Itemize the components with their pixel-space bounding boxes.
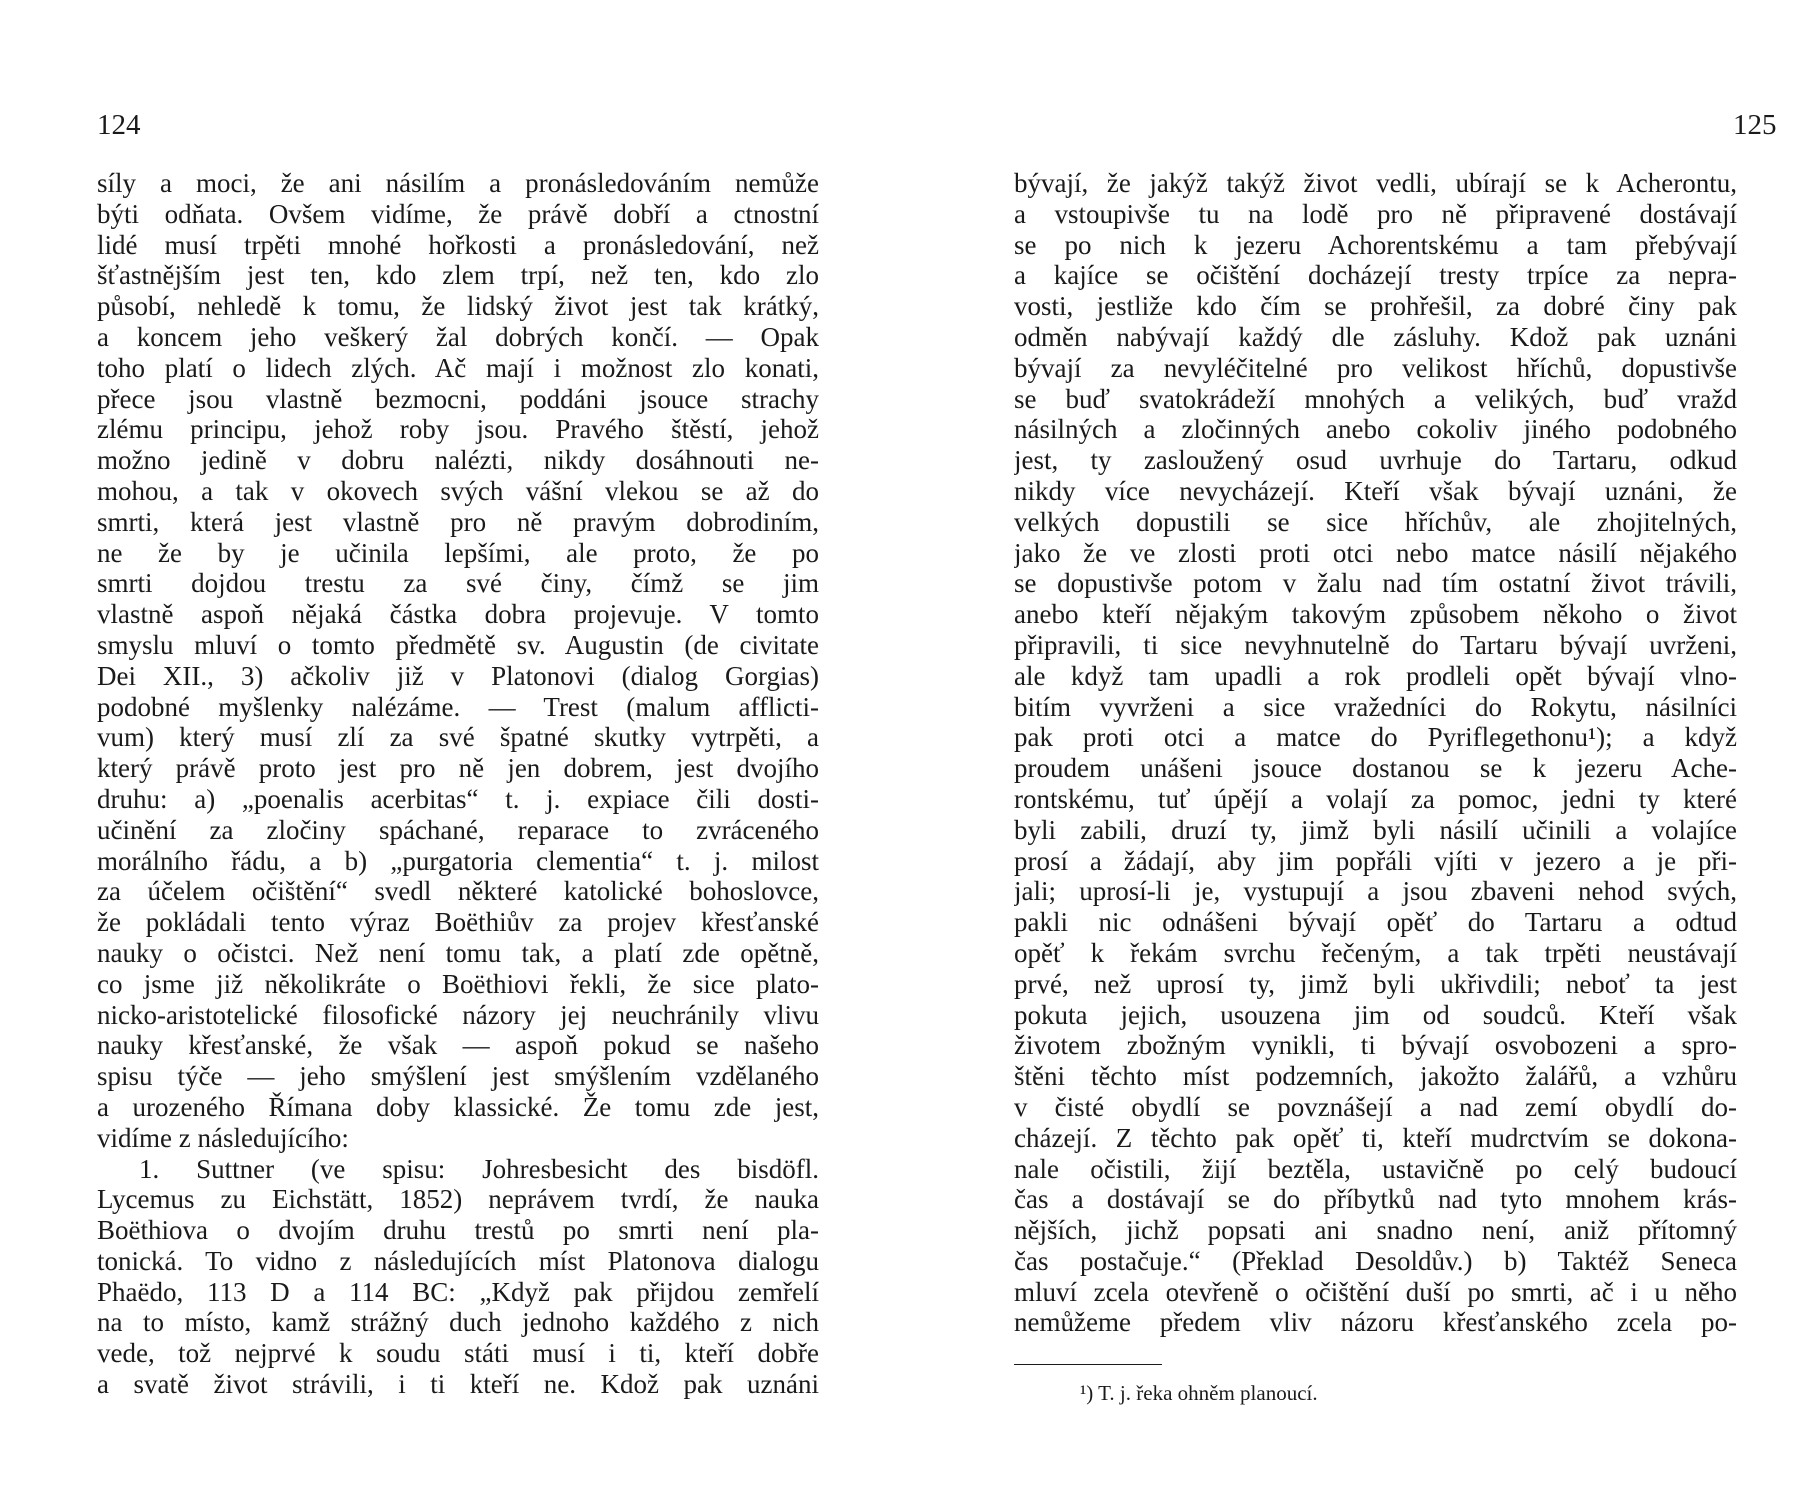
text-line: životem zbožným vynikli, ti bývají osvobozeni a spro- (1014, 1030, 1737, 1061)
text-line: nale očistili, žijí beztěla, ustavičně po celý budoucí (1014, 1153, 1737, 1184)
text-line: zlému principu, jehož roby jsou. Pravého štěstí, jehož (97, 414, 819, 445)
text-line: přece jsou vlastně bezmocni, poddáni jsouce strachy (97, 383, 819, 414)
text-line: anebo kteří nějakým takovým způsobem někoho o život (1014, 599, 1737, 630)
text-line: mohou, a tak v okovech svých vášní vlekou se až do (97, 475, 819, 506)
right-body-text (1014, 168, 1737, 1338)
text-line: cházejí. Z těchto pak opěť ti, kteří mudrctvím se dokona- (1014, 1122, 1737, 1153)
text-line: opěť k řekám svrchu řečeným, a tak trpěti neustávají (1014, 937, 1737, 968)
text-line: a vstoupivše tu na lodě pro ně připravené dostávají (1014, 198, 1737, 229)
footnote-rule (1014, 1364, 1162, 1365)
text-line: štěni těchto míst podzemních, jakožto žalářů, a vzhůru (1014, 1061, 1737, 1092)
text-line: prosí a žádají, aby jim popřáli vjíti v jezero a je při- (1014, 845, 1737, 876)
text-line: spisu týče — jeho smýšlení jest smýšlením vzdělaného (97, 1061, 819, 1092)
text-line: tonická. To vidno z následujících míst Platonova dialogu (97, 1245, 819, 1276)
text-line: morálního řádu, a b) „purgatoria clementia“ t. j. milost (97, 845, 819, 876)
text-line: se po nich k jezeru Achorentskému a tam přebývají (1014, 229, 1737, 260)
text-line: bitím vyvrženi a sice vražedníci do Rokytu, násilníci (1014, 691, 1737, 722)
text-line: za účelem očištění“ svedl některé katolické bohoslovce, (97, 876, 819, 907)
text-line: lidé musí trpěti mnohé hořkosti a pronásledování, než (97, 229, 819, 260)
text-line: ale když tam upadli a rok prodleli opět bývají vlno- (1014, 660, 1737, 691)
text-line: učinění za zločiny spáchané, reparace to zvráceného (97, 814, 819, 845)
text-line: Lycemus zu Eichstätt, 1852) neprávem tvrdí, že nauka (97, 1184, 819, 1215)
text-line: Dei XII., 3) ačkoliv již v Platonovi (dialog Gorgias) (97, 660, 819, 691)
text-line: nikdy více nevycházejí. Kteří však bývají uznáni, že (1014, 475, 1737, 506)
footnote: ¹) T. j. řeka ohněm planoucí. (1080, 1381, 1318, 1405)
page-number-right: 125 (1733, 109, 1777, 141)
text-line: nějších, jichž popsati ani snadno není, aniž přítomný (1014, 1215, 1737, 1246)
text-line: že pokládali tento výraz Boëthiův za projev křesťanské (97, 907, 819, 938)
text-line: velkých dopustili se sice hříchův, ale zhojitelných, (1014, 506, 1737, 537)
text-line: a kajíce se očištění docházejí tresty trpíce za nepra- (1014, 260, 1737, 291)
text-line: pak proti otci a matce do Pyriflegethonu¹); a když (1014, 722, 1737, 753)
text-line: podobné myšlenky nalézáme. — Trest (malum afflicti- (97, 691, 819, 722)
text-line: jali; uprosí-li je, vystupují a jsou zbaveni nehod svých, (1014, 876, 1737, 907)
text-line: na to místo, kamž strážný duch jednoho každého z nich (97, 1307, 819, 1338)
text-line: v čisté obydlí se povznášejí a nad zemí obydlí do- (1014, 1091, 1737, 1122)
text-line: ne že by je učinila lepšími, ale proto, že po (97, 537, 819, 568)
text-line: proudem unášeni jsouce dostanou se k jezeru Ache- (1014, 753, 1737, 784)
text-line: býti odňata. Ovšem vidíme, že právě dobří a ctnostní (97, 198, 819, 229)
left-body-text (97, 168, 819, 1400)
text-line: vede, tož nejprvé k soudu státi musí i ti, kteří dobře (97, 1338, 819, 1369)
text-line: a svatě život strávili, i ti kteří ne. Kdož pak uznáni (97, 1369, 819, 1400)
text-line: odměn nabývají každý dle zásluhy. Kdož pak uznáni (1014, 321, 1737, 352)
page-number-left: 124 (97, 109, 141, 141)
text-line: působí, nehledě k tomu, že lidský život jest tak krátký, (97, 291, 819, 322)
text-line: 1. Suttner (ve spisu: Johresbesicht des bisdöfl. (139, 1153, 819, 1184)
text-line: pokuta jejich, usouzena jim od soudců. Kteří však (1014, 999, 1737, 1030)
text-line: prvé, než uprosí ty, jimž byli ukřivdili; neboť ta jest (1014, 968, 1737, 999)
text-line: šťastnějším jest ten, kdo zlem trpí, než ten, kdo zlo (97, 260, 819, 291)
text-line: bývají, že jakýž takýž život vedli, ubírají se k Acherontu, (1014, 168, 1737, 198)
text-line: vum) který musí zlí za své špatné skutky vytrpěti, a (97, 722, 819, 753)
text-line: připravili, ti sice nevyhnutelně do Tartaru bývají uvrženi, (1014, 629, 1737, 660)
text-line: se buď svatokrádeží mnohých a velikých, buď vražd (1014, 383, 1737, 414)
text-line: pakli nic odnášeni bývají opěť do Tartaru a odtud (1014, 907, 1737, 938)
text-line: čas a dostávají se do příbytků nad tyto mnohem krás- (1014, 1184, 1737, 1215)
text-line: který právě proto jest pro ně jen dobrem, jest dvojího (97, 753, 819, 784)
text-line: bývají za nevyléčitelné pro velikost hříchů, dopustivše (1014, 352, 1737, 383)
text-line: nauky o očistci. Než není tomu tak, a platí zde opětně, (97, 937, 819, 968)
text-line: čas postačuje.“ (Překlad Desoldův.) b) Taktéž Seneca (1014, 1245, 1737, 1276)
text-line: rontskému, tuť úpějí a volají za pomoc, jedni ty které (1014, 783, 1737, 814)
text-line: druhu: a) „poenalis acerbitas“ t. j. expiace čili dosti- (97, 783, 819, 814)
text-line: síly a moci, že ani násilím a pronásledováním nemůže (97, 168, 819, 198)
text-line: smrti dojdou trestu za své činy, čímž se jim (97, 568, 819, 599)
text-line: jako že ve zlosti proti otci nebo matce násilí nějakého (1014, 537, 1737, 568)
text-line: smrti, která jest vlastně pro ně pravým dobrodiním, (97, 506, 819, 537)
text-line: vosti, jestliže kdo čím se prohřešil, za dobré činy pak (1014, 291, 1737, 322)
text-line: vlastně aspoň nějaká částka dobra projevuje. V tomto (97, 599, 819, 630)
right-page (910, 0, 1820, 1500)
text-line: Phaëdo, 113 D a 114 BC: „Když pak přijdou zemřelí (97, 1276, 819, 1307)
text-line: nemůžeme předem vliv názoru křesťanského zcela po- (1014, 1307, 1737, 1338)
text-line: smyslu mluví o tomto předmětě sv. Augustin (de civitate (97, 629, 819, 660)
text-line: možno jedině v dobru nalézti, nikdy dosáhnouti ne- (97, 445, 819, 476)
text-line: a koncem jeho veškerý žal dobrých končí. — Opak (97, 321, 819, 352)
text-line: nauky křesťanské, že však — aspoň pokud se našeho (97, 1030, 819, 1061)
text-line: se dopustivše potom v žalu nad tím ostatní život trávili, (1014, 568, 1737, 599)
text-line: a urozeného Římana doby klassické. Že tomu zde jest, (97, 1091, 819, 1122)
text-line: jest, ty zasloužený osud uvrhuje do Tartaru, odkud (1014, 445, 1737, 476)
text-line: co jsme již několikráte o Boëthiovi řekli, že sice plato- (97, 968, 819, 999)
text-line: vidíme z následujícího: (97, 1122, 349, 1153)
text-line: násilných a zločinných anebo cokoliv jiného podobného (1014, 414, 1737, 445)
text-line: toho platí o lidech zlých. Ač mají i možnost zlo konati, (97, 352, 819, 383)
text-line: byli zabili, druzí ty, jimž byli násilí učinili a volajíce (1014, 814, 1737, 845)
text-line: Boëthiova o dvojím druhu trestů po smrti není pla- (97, 1215, 819, 1246)
text-line: nicko-aristotelické filosofické názory jej neuchránily vlivu (97, 999, 819, 1030)
text-line: mluví zcela otevřeně o očištění duší po smrti, ač i u něho (1014, 1276, 1737, 1307)
